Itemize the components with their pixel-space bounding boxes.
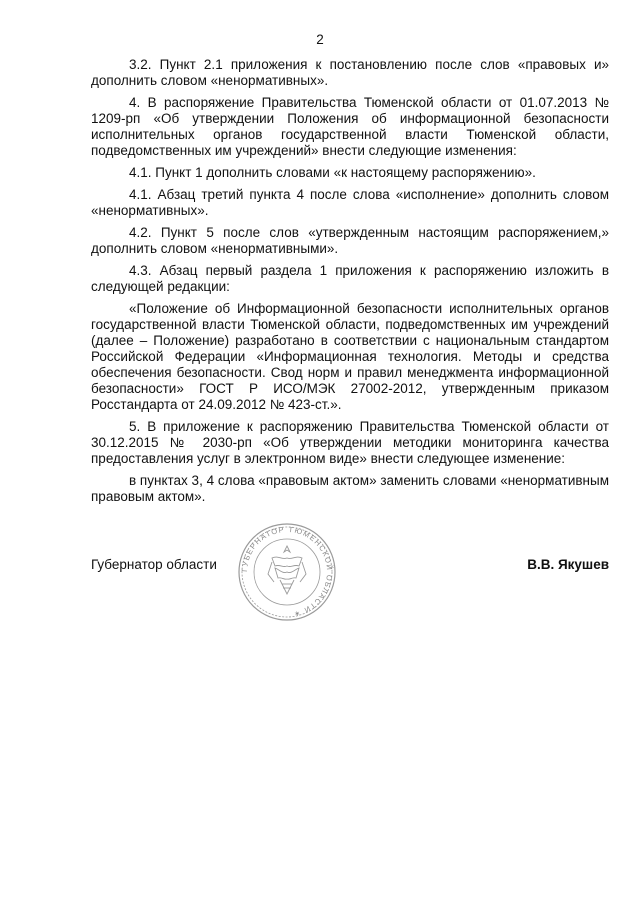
paragraph-4: 4. В распоряжение Правительства Тюменской области от 01.07.2013 № 1209-рп «Об утверждении Положения об информационной безопасности исполнительных органов государственной власти Тюменской области, подведомственных им учреждений» внести следующие изменения:: [91, 95, 609, 158]
signatory-name: В.В. Якушев: [527, 557, 609, 572]
signatory-position: Губернатор области: [91, 557, 217, 572]
paragraph-3-2: 3.2. Пункт 2.1 приложения к постановлению после слов «правовых и» дополнить словом «ненормативных».: [91, 57, 609, 88]
paragraph-5-text: в пунктах 3, 4 слова «правовым актом» заменить словами «ненормативным правовым актом».: [91, 473, 609, 504]
page-number: 2: [316, 32, 324, 47]
paragraph-4-1-b: 4.1. Абзац третий пункта 4 после слова «исполнение» дополнить словом «ненормативных».: [91, 187, 609, 218]
seal-stamp-icon: [228, 522, 346, 622]
paragraph-4-1-a: 4.1. Пункт 1 дополнить словами «к настоящему распоряжению».: [129, 165, 536, 180]
paragraph-4-3-quote: «Положение об Информационной безопасности исполнительных органов государственной власти Тюменской области, подведомственных им учреждений (далее – Положение) разработано в соответствии с национальным стандартом Российской Федерации «Информационная технология. Методы и средства обеспечения безопасности. Свод норм и правил менеджмента информационной безопасности» ГОСТ Р ИСО/МЭК 27002-2012, утвержденным приказом Росстандарта от 24.09.2012 № 423-ст.».: [91, 301, 609, 412]
svg-text:ГУБЕРНАТОР ТЮМЕНСКОЙ ОБЛАСТИ ✶: ГУБЕРНАТОР ТЮМЕНСКОЙ ОБЛАСТИ ✶: [239, 524, 335, 619]
paragraph-4-3: 4.3. Абзац первый раздела 1 приложения к распоряжению изложить в следующей редакции:: [91, 263, 609, 294]
paragraph-4-2: 4.2. Пункт 5 после слов «утвержденным настоящим распоряжением,» дополнить словом «ненормативными».: [91, 225, 609, 256]
paragraph-5: 5. В приложение к распоряжению Правительства Тюменской области от 30.12.2015 № 2030-рп «Об утверждении методики мониторинга качества предоставления услуг в электронном виде» внести следующее изменение:: [91, 419, 609, 466]
document-body: [91, 57, 609, 511]
